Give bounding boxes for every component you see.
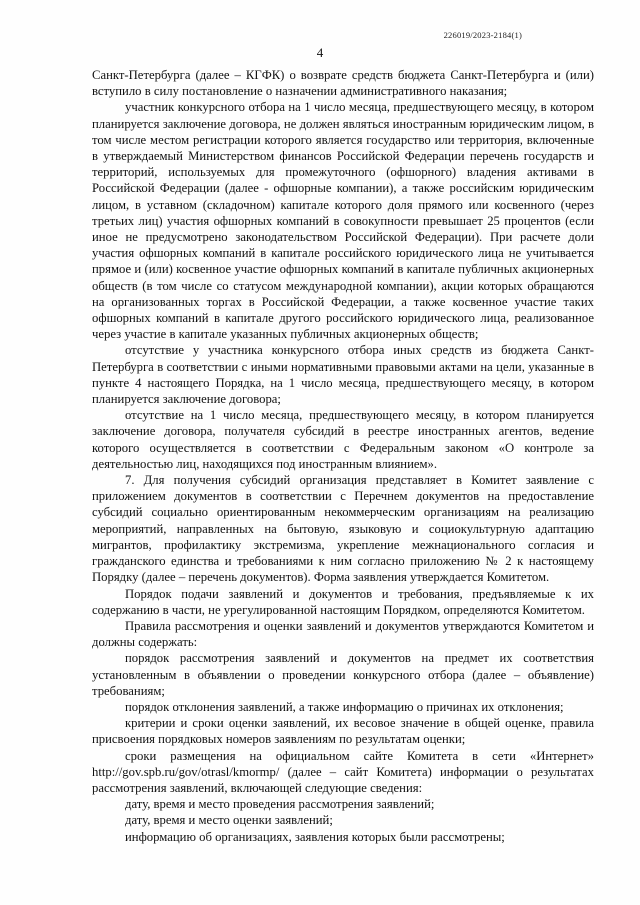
paragraph-no-other-funds: отсутствие у участника конкурсного отбора иных средств из бюджета Санкт-Петербурга в соответствии с иными нормативными правовыми актами на цели, указанные в пункте 4 настоящего Порядка, на 1 число месяца, предшествующего месяцу, в котором планируется заключение договора; [92, 343, 594, 407]
paragraph-offshore-requirement: участник конкурсного отбора на 1 число месяца, предшествующего месяцу, в котором планируется заключение договора, не должен являться иностранным юридическим лицом, в том числе местом регистрации которого является государство или территория, включенные в утверждаемый Министерством финансов Российской Федерации перечень государств и территорий, используемых для промежуточного (офшорного) владения активами в Российской Федерации (далее - офшорные компании), а также российским юридическим лицом, в уставном (складочном) капитале которого доля прямого или косвенного (через третьих лиц) участия офшорных компаний в совокупности превышает 25 процентов (если иное не предусмотрено законодательством Российской Федерации). При расчете доли участия офшорных компаний в капитале российского юридического лица не учитывается прямое и (или) косвенное участие офшорных компаний в капитале публичных акционерных обществ (в том числе со статусом международной компании), акции которых обращаются на организованных торгах в Российской Федерации, а также косвенное участие таких офшорных компаний в капитале другого российского юридического лица, реализованное через участие в капитале указанных публичных акционерных обществ; [92, 100, 594, 342]
paragraph-review-order: порядок рассмотрения заявлений и документов на предмет их соответствия установленным в объявлении о проведении конкурсного отбора (далее – объявление) требованиям; [92, 651, 594, 698]
paragraph-evaluation-date: дату, время и место оценки заявлений; [125, 813, 333, 828]
document-body [92, 67, 594, 845]
paragraph-rejection-order: порядок отклонения заявлений, а также информацию о причинах их отклонения; [125, 699, 564, 714]
paragraph-criteria: критерии и сроки оценки заявлений, их весовое значение в общей оценке, правила присвоения порядковых номеров заявлениям по результатам оценки; [92, 716, 594, 747]
paragraph-foreign-agents: отсутствие на 1 число месяца, предшествующего месяцу, в котором планируется заключение договора, получателя субсидий в реестре иностранных агентов, ведение которого осуществляется в соответствии с Федеральным законом «О контроле за деятельностью лиц, находящихся под иностранным влиянием». [92, 408, 594, 471]
document-registration-number: 226019/2023-2184(1) [443, 30, 522, 40]
paragraph-review-rules: Правила рассмотрения и оценки заявлений и документов утверждаются Комитетом и должны содержать: [92, 618, 594, 650]
paragraph-publication-terms: сроки размещения на официальном сайте Комитета в сети «Интернет» http://gov.spb.ru/gov/otrasl/kmormp/ (далее – сайт Комитета) информации о результатах рассмотрения заявлений, включающей следующие сведения: [92, 748, 594, 795]
page-number: 4 [316, 45, 324, 60]
paragraph-review-date: дату, время и место проведения рассмотрения заявлений; [125, 797, 435, 812]
paragraph-item-7: 7. Для получения субсидий организация представляет в Комитет заявление с приложением документов в соответствии с Перечнем документов на предоставление субсидий социально ориентированным некоммерческим организациям на реализацию мероприятий, направленных на бытовую, языковую и социокультурную адаптацию мигрантов, профилактику экстремизма, укрепление межнационального согласия и гражданского единства и требованиями к ним согласно приложению № 2 к настоящему Порядку (далее – перечень документов). Форма заявления утверждается Комитетом. [92, 473, 594, 585]
paragraph-organizations-info: информацию об организациях, заявления которых были рассмотрены; [125, 829, 505, 844]
paragraph-submission-procedure: Порядок подачи заявлений и документов и требования, предъявляемые к их содержанию в части, не урегулированной настоящим Порядком, определяются Комитетом. [92, 586, 594, 617]
paragraph-continuation: Санкт-Петербурга (далее – КГФК) о возврате средств бюджета Санкт-Петербурга и (или) вступило в силу постановление о назначении административного наказания; [92, 68, 594, 99]
